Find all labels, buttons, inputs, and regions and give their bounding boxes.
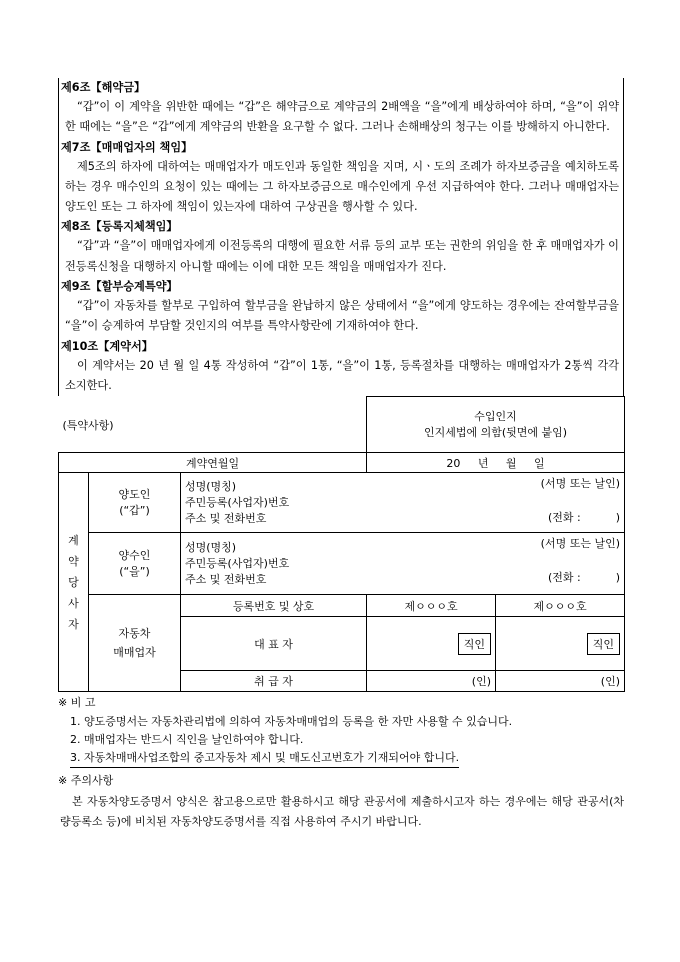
article-title: 제8조【등록지체책임】 — [61, 220, 178, 234]
article-body: “갑”이 이 계약을 위반한 때에는 “갑”은 해약금으로 계약금의 2배액을 “을”에게 배상하여야 하며, “을”이 위약한 때에는 “을”은 “갑”에게 계약금의 반환을 요구할 수 없다. 그러나 손해배상의 청구는 이를 방해하지 아니한다. — [65, 100, 619, 134]
article-title: 제10조【계약서】 — [61, 339, 153, 353]
caution-section — [58, 771, 624, 833]
caution-heading: ※ 주의사항 — [58, 774, 114, 788]
revenue-stamp-box — [367, 397, 625, 453]
transferee-fields: 성명(명칭) 주민등록(사업자)번호 주소 및 전화번호 — [181, 533, 367, 595]
article-6 — [59, 78, 623, 138]
article-body: 이 계약서는 20 년 월 일 4통 작성하여 “갑”이 1통, “을”이 1통, 등록절차를 대행하는 매매업자가 2통씩 각각 소지한다. — [65, 358, 619, 392]
article-10 — [59, 337, 623, 397]
transferor-fields: 성명(명칭) 주민등록(사업자)번호 주소 및 전화번호 — [181, 473, 367, 533]
registration-value: 제ㅇㅇㅇ호 — [367, 595, 496, 617]
handler-label: 취 급 자 — [181, 671, 367, 692]
registration-label: 등록번호 및 상호 — [181, 595, 367, 617]
transferee-label: 양수인 (“을”) — [89, 533, 181, 595]
registration-value: 제ㅇㅇㅇ호 — [496, 595, 625, 617]
remarks-section — [58, 694, 624, 768]
article-body: “갑”과 “을”이 매매업자에게 이전등록의 대행에 필요한 서류 등의 교부 또는 권한의 위임을 한 후 매매업자가 이전등록신청을 대행하지 아니할 때에는 이에 대한 모든 책임을 매매업자가 진다. — [65, 239, 619, 273]
article-title: 제6조【해약금】 — [61, 81, 146, 94]
dealer-label: 자동차 매매업자 — [89, 595, 181, 692]
parties-label: 계 약 당 사 자 — [59, 473, 89, 692]
article-8 — [59, 217, 623, 277]
special-terms-cell — [59, 397, 367, 453]
caution-body: 본 자동차양도증명서 양식은 참고용으로만 활용하시고 해당 관공서에 제출하시고자 하는 경우에는 해당 관공서(차량등록소 등)에 비치된 자동차양도증명서를 직접 사용하여 주시기 바랍니다. — [60, 794, 624, 829]
article-9 — [59, 277, 623, 337]
transferee-sign-area — [367, 533, 625, 595]
remark-item: 2. 매매업자는 반드시 직인을 날인하여야 합니다. — [70, 732, 304, 746]
representative-seal-cell — [496, 617, 625, 671]
revenue-stamp-note: 인지세법에 의함(뒷면에 붙임) — [423, 425, 568, 439]
contract-date-value: 20 년 월 일 — [367, 453, 625, 473]
article-body: 제5조의 하자에 대하여는 매매업자가 매도인과 동일한 책임을 지며, 시ㆍ도의 조례가 하자보증금을 예치하도록 하는 경우 매수인의 요청이 있는 때에는 그 하자보증금으로 매수인에게 우선 지급하여야 한다. 그러나 매매업자는 양도인 또는 그 하자에 책임이 있는자에 대하여 구상권을 행사할 수 있다. — [65, 159, 619, 214]
contract-document — [58, 78, 624, 833]
handler-seal: (인) — [367, 671, 496, 692]
revenue-stamp-title: 수입인지 — [474, 409, 517, 423]
official-seal-box: 직인 — [587, 633, 620, 655]
remarks-heading: ※ 비 고 — [58, 696, 96, 710]
official-seal-box: 직인 — [458, 633, 491, 655]
articles-frame — [58, 78, 624, 396]
handler-seal: (인) — [496, 671, 625, 692]
article-7 — [59, 138, 623, 218]
phone-label: (전화 : ) — [548, 571, 621, 585]
representative-seal-cell — [367, 617, 496, 671]
article-body: “갑”이 자동차를 할부로 구입하여 할부금을 완납하지 않은 상태에서 “을”에게 양도하는 경우에는 잔여할부금을 “을”이 승계하여 부담할 것인지의 여부를 특약사항란에 기재하여야 한다. — [65, 299, 619, 333]
article-title: 제9조【할부승계특약】 — [61, 280, 178, 294]
remark-item: 3. 자동차매매사업조합의 중고자동차 제시 및 매도신고번호가 기재되어야 합니다. — [70, 749, 459, 768]
signature-label: (서명 또는 날인) — [540, 537, 621, 551]
representative-label: 대 표 자 — [181, 617, 367, 671]
contract-date-label: 계약연월일 — [59, 453, 367, 473]
transferor-label: 양도인 (“갑”) — [89, 473, 181, 533]
phone-label: (전화 : ) — [548, 511, 621, 525]
transferor-sign-area — [367, 473, 625, 533]
signature-label: (서명 또는 날인) — [540, 477, 621, 491]
contract-parties-table — [58, 396, 625, 692]
special-terms-label: (특약사항) — [62, 418, 114, 432]
remark-item: 1. 양도증명서는 자동차관리법에 의하여 자동차매매업의 등록을 한 자만 사용할 수 있습니다. — [70, 714, 513, 728]
article-title: 제7조【매매업자의 책임】 — [61, 140, 193, 154]
